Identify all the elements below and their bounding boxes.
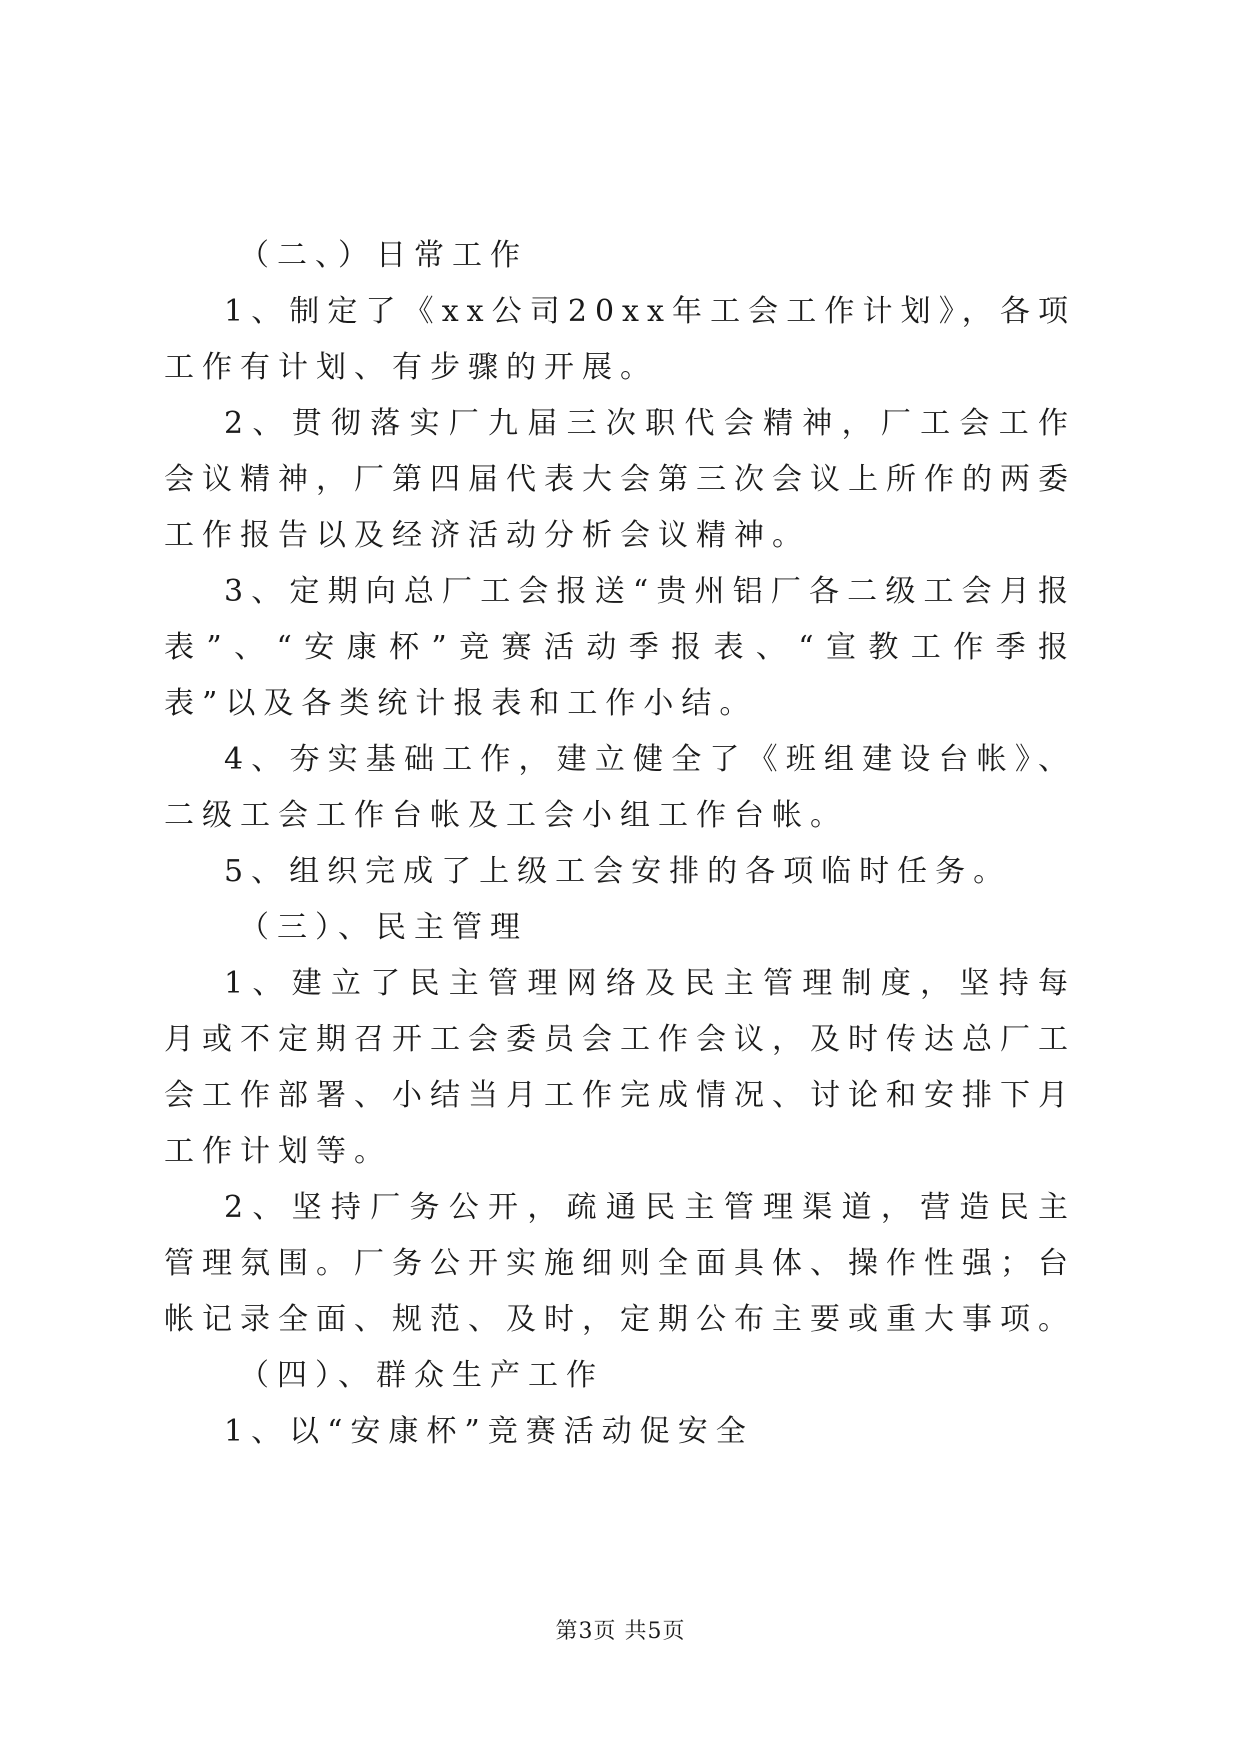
section-heading-mass-production: （四）、群众生产工作 xyxy=(239,1358,604,1393)
page-number-footer: 第3页 共5页 xyxy=(555,1619,686,1644)
paragraph-democracy-1: 1、建立了民主管理网络及民主管理制度，坚持每月或不定期召开工会委员会工作会议，及时传达总厂工会工作部署、小结当月工作完成情况、讨论和安排下月工作计划等。 xyxy=(164,966,1076,1169)
paragraph-item-5: 5、组织完成了上级工会安排的各项临时任务。 xyxy=(224,854,1012,889)
paragraph-production-1: 1、以“安康杯”竞赛活动促安全 xyxy=(224,1414,754,1449)
paragraph-item-4: 4、夯实基础工作，建立健全了《班组建设台帐》、二级工会工作台帐及工会小组工作台帐。 xyxy=(164,742,1076,833)
paragraph-item-2: 2、贯彻落实厂九届三次职代会精神，厂工会工作会议精神，厂第四届代表大会第三次会议上所作的两委工作报告以及经济活动分析会议精神。 xyxy=(164,406,1076,553)
paragraph-item-1: 1、制定了《xx公司20xx年工会工作计划》，各项工作有计划、有步骤的开展。 xyxy=(164,294,1076,385)
paragraph-item-3: 3、定期向总厂工会报送“贵州铝厂各二级工会月报表”、“安康杯”竞赛活动季报表、“宣教工作季报表”以及各类统计报表和工作小结。 xyxy=(164,574,1076,721)
section-heading-democratic-management: （三）、民主管理 xyxy=(239,910,528,945)
document-body xyxy=(164,228,1076,1460)
paragraph-democracy-2: 2、坚持厂务公开，疏通民主管理渠道，营造民主管理氛围。厂务公开实施细则全面具体、操作性强；台帐记录全面、规范、及时，定期公布主要或重大事项。 xyxy=(164,1190,1076,1337)
section-heading-daily-work: （二、）日常工作 xyxy=(239,238,528,273)
